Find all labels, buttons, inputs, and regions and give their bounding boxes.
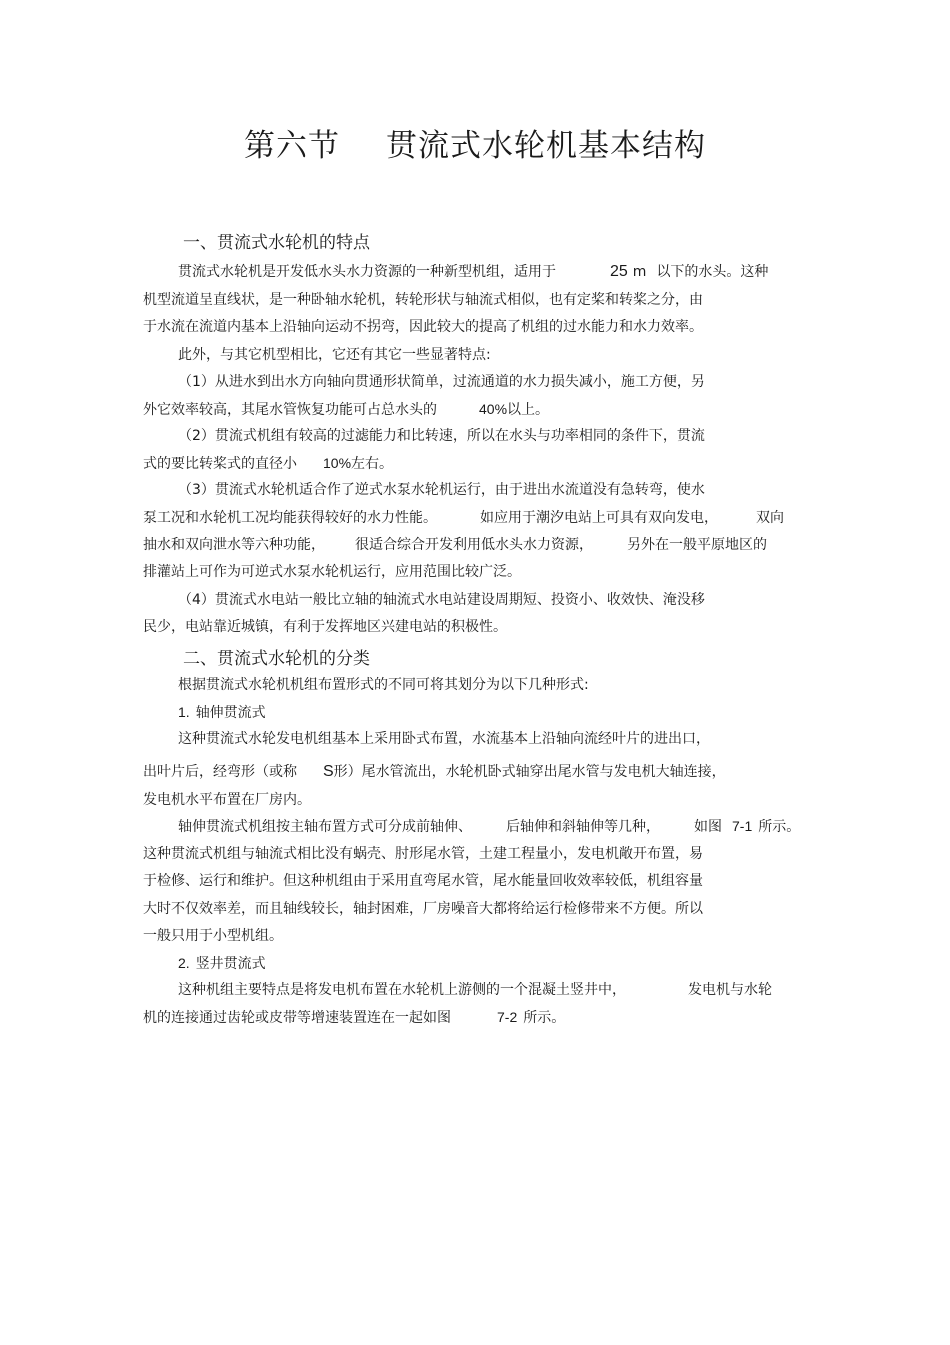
paragraph-line: 排灌站上可作为可逆式水泵水轮机运行，应用范围比较广泛。 — [143, 564, 521, 580]
paragraph-line: （1）从进水到出水方向轴向贯通形状简单，过流通道的水力损失减小，施工方便，另 — [178, 374, 705, 390]
paragraph-line: （4）贯流式水电站一般比立轴的轴流式水电站建设周期短、投资小、收效快、淹没移 — [178, 592, 705, 608]
paragraph-line: 于检修、运行和维护。但这种机组由于采用直弯尾水管，尾水能量回收效率较低，机组容量 — [143, 873, 703, 889]
paragraph-line: 发电机水平布置在厂房内。 — [143, 792, 311, 808]
paragraph-line: 式的要比转桨式的直径小 10%左右。 — [143, 455, 394, 472]
paragraph-line: 机型流道呈直线状，是一种卧轴水轮机，转轮形状与轴流式相似，也有定桨和转桨之分，由 — [143, 292, 703, 308]
paragraph-line: 出叶片后，经弯形（或称 S形）尾水管流出，水轮机卧式轴穿出尾水管与发电机大轴连接， — [143, 763, 726, 780]
paragraph-line: 贯流式水轮机是开发低水头水力资源的一种新型机组，适用于 25 m 以下的水头。这种 — [178, 263, 769, 280]
paragraph-line: 民少，电站靠近城镇，有利于发挥地区兴建电站的积极性。 — [143, 619, 507, 635]
title-section-number: 第六节 — [244, 128, 340, 164]
section-heading-features: 一、贯流式水轮机的特点 — [183, 233, 370, 253]
paragraph-line: 根据贯流式水轮机机组布置形式的不同可将其划分为以下几种形式: — [178, 677, 589, 693]
paragraph-line: 轴伸贯流式机组按主轴布置方式可分成前轴伸、 后轴伸和斜轴伸等几种， 如图 7-1 所示。 — [178, 818, 801, 835]
title-text: 贯流式水轮机基本结构 — [386, 128, 706, 164]
paragraph-line: （2）贯流式机组有较高的过滤能力和比转速，所以在水头与功率相同的条件下，贯流 — [178, 428, 705, 444]
paragraph-line: 大时不仅效率差，而且轴线较长，轴封困难，厂房噪音大都将给运行检修带来不方便。所以 — [143, 901, 703, 917]
paragraph-line: 外它效率较高，其尾水管恢复功能可占总水头的 40%以上。 — [143, 401, 550, 418]
paragraph-line: 这种贯流式机组与轴流式相比没有蜗壳、肘形尾水管，土建工程量小，发电机敞开布置，易 — [143, 846, 703, 862]
page-title — [0, 120, 950, 165]
paragraph-line: 机的连接通过齿轮或皮带等增速装置连在一起如图 7-2 所示。 — [143, 1009, 566, 1026]
paragraph-line: 泵工况和水轮机工况均能获得较好的水力性能。 如应用于潮汐电站上可具有双向发电， 双向 — [143, 510, 784, 526]
paragraph-line: 抽水和双向泄水等六种功能， 很适合综合开发利用低水头水力资源， 另外在一般平原地区的 — [143, 537, 767, 553]
paragraph-line: 一般只用于小型机组。 — [143, 928, 283, 944]
paragraph-line: （3）贯流式水轮机适合作了逆式水泵水轮机运行，由于进出水流道没有急转弯，使水 — [178, 482, 705, 498]
paragraph-line: 这种贯流式水轮发电机组基本上采用卧式布置，水流基本上沿轴向流经叶片的进出口， — [178, 731, 710, 747]
section-heading-classification: 二、贯流式水轮机的分类 — [183, 649, 370, 669]
paragraph-line: 于水流在流道内基本上沿轴向运动不拐弯，因此较大的提高了机组的过水能力和水力效率。 — [143, 319, 703, 335]
subheading-vertical-shaft: 2. 竖井贯流式 — [178, 955, 266, 972]
paragraph-line: 此外，与其它机型相比，它还有其它一些显著特点: — [178, 347, 491, 363]
paragraph-line: 这种机组主要特点是将发电机布置在水轮机上游侧的一个混凝土竖井中， 发电机与水轮 — [178, 982, 772, 998]
subheading-shaft-extension: 1. 轴伸贯流式 — [178, 704, 266, 721]
